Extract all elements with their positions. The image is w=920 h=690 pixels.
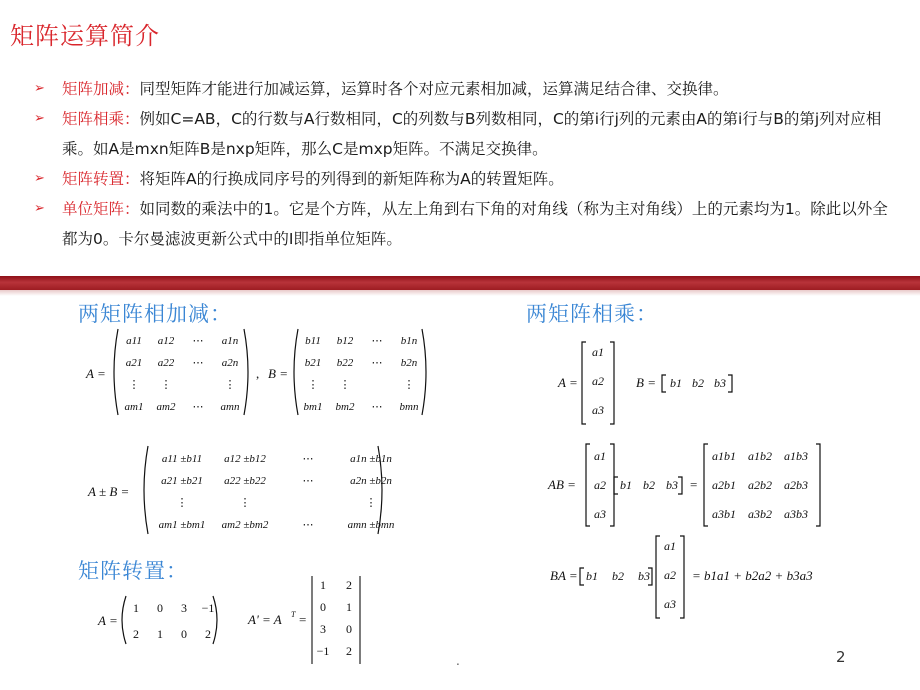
matrix-entry: bmn [399,401,419,413]
vector-entry: a2 [664,568,676,582]
matrix-entry: a22 ±b22 [224,475,266,487]
matrix-entry: 0 [320,600,326,614]
formula-label: A = [98,613,118,628]
matrix-entry: a3b3 [784,507,808,521]
matrix-bracket [422,329,426,415]
matrix-entry: ⋮ [160,379,172,391]
bullet-text: 如同数的乘法中的1。它是个方阵，从左上角到右下角的对角线（称为主对角线）上的元素均为1。除此以外全都为0。卡尔曼滤波更新公式中的I即指单位矩阵。 [62,200,888,248]
section-title-multiply: 两矩阵相乘： [526,302,658,326]
matrix-entry: am2 [156,401,176,413]
matrix-entry: am1 ±bm1 [158,519,206,531]
bullet-identity-matrix [34,194,894,254]
vector-entry: a2 [592,374,604,388]
formula-label: A' = A [248,612,282,627]
bullet-label: 矩阵相乘： [62,110,140,128]
matrix-entry: ⋯ [371,401,383,413]
matrix-entry: a2b2 [748,478,772,492]
vector-entry: b3 [638,569,650,583]
matrix-bracket [122,596,126,644]
matrix-entry: ⋯ [192,401,204,413]
vector-entry: b3 [714,376,726,390]
matrix-entry: a3b1 [712,507,736,521]
matrix-entry: b2n [400,357,418,369]
arrow-bullet-icon: ➢ [34,171,45,186]
matrix-bracket [114,329,118,415]
matrix-bracket [728,375,732,392]
matrix-bracket [586,444,590,526]
bullet-matrix-transpose [34,164,894,194]
arrow-bullet-icon: ➢ [34,81,45,96]
matrix-b [304,335,419,413]
bullet-text: 将矩阵A的行换成同序号的列得到的新矩阵称为A的转置矩阵。 [139,170,564,188]
matrix-entry: 2 [205,627,211,641]
matrix-bracket [582,342,586,424]
matrix-entry: ⋮ [128,379,140,391]
vector-entry: a2 [594,478,606,492]
divider-band [0,276,920,290]
matrix-entry: a1n ±b1n [350,453,392,465]
footer-dot: . [456,654,460,668]
matrix-entry: ⋮ [224,379,236,391]
matrix-entry: a1n [221,335,239,347]
matrix-bracket [704,444,708,526]
matrix-ab-result [712,449,808,521]
matrix-bracket [680,536,684,618]
matrix-entry: 0 [181,627,187,641]
matrix-bracket [678,477,682,494]
row-vector-b [670,376,726,390]
formula-label: AB = [548,477,576,492]
matrix-entry: a21 [125,357,143,369]
matrix-entry: 0 [157,601,163,615]
formula-label: B = [268,366,288,381]
multiply-definition [556,338,756,428]
matrix-entry: ⋯ [192,335,204,347]
vector-entry: b3 [666,478,678,492]
matrix-entry: ⋮ [339,379,351,391]
bullet-matrix-multiply [34,104,894,164]
matrix-a-b-definition [80,322,440,422]
formula-label: A ± B = [88,484,130,499]
matrix-entry: ⋯ [371,357,383,369]
section-title-add: 两矩阵相加减： [78,302,232,326]
matrix-entry: 3 [181,601,187,615]
matrix-entry: 1 [320,578,326,592]
matrix-entry: ⋮ [307,379,319,391]
matrix-entry: ⋯ [302,519,314,531]
vector-entry: a3 [664,597,676,611]
matrix-sum-formula [86,440,396,540]
matrix-entry: 2 [133,627,139,641]
matrix-entry: −1 [316,644,330,658]
formula-label: B = [636,375,656,390]
divider-shadow [0,290,920,296]
matrix-entry: a1b1 [712,449,736,463]
matrix-entry: 1 [157,627,163,641]
matrix-entry: a2b1 [712,478,736,492]
matrix-entry: 3 [320,622,326,636]
matrix-entry: am2 ±bm2 [221,519,269,531]
matrix-entry: ⋮ [176,497,188,509]
vector-entry: a1 [664,539,676,553]
vector-entry: a1 [594,449,606,463]
page-number: 2 [836,648,846,666]
matrix-entry: amn ±bmn [347,519,395,531]
formula-equals: = [299,612,307,627]
vector-entry: b1 [620,478,632,492]
matrix-entry: b1n [400,335,418,347]
matrix-entry: a2n ±b2n [350,475,392,487]
vector-entry: b1 [670,376,682,390]
column-vector-a [592,345,604,417]
matrix-entry: 1 [346,600,352,614]
matrix-entry: 2 [346,644,352,658]
matrix-entry: a3b2 [748,507,772,521]
matrix-at-values [317,578,352,658]
formula-equals: = [690,477,698,492]
matrix-entry: ⋯ [302,475,314,487]
bullet-text: 例如C=AB，C的行数与A行数相同，C的列数与B列数相同，C的第i行j列的元素由A的第i行与B的第j列对应相乘。如A是mxn矩阵B是nxp矩阵，那么C是mxp矩阵。不满足交换律。 [62,110,882,158]
matrix-entry: ⋯ [192,357,204,369]
formula-label: A = [558,375,578,390]
arrow-bullet-icon: ➢ [34,201,45,216]
matrix-a-plus-minus-b [159,453,395,531]
vector-entry: a3 [592,403,604,417]
matrix-entry: bm2 [335,401,355,413]
bullet-list [34,74,894,254]
row-vector-b [586,569,650,583]
formula-label: A = [86,366,106,381]
formula-separator: , [256,366,260,381]
matrix-entry: b21 [304,357,322,369]
bullet-matrix-add [34,74,894,104]
matrix-bracket [610,342,614,424]
matrix-entry: a2n [221,357,239,369]
matrix-entry: b11 [305,335,321,347]
matrix-entry: a22 [157,357,175,369]
matrix-entry: −1 [201,601,215,615]
column-vector-a [664,539,676,611]
matrix-bracket [144,446,148,534]
formula-label: BA = [550,568,578,583]
matrix-bracket [614,477,618,494]
row-vector-b [620,478,678,492]
matrix-bracket [244,329,248,415]
matrix-entry: am1 [124,401,144,413]
matrix-bracket [816,444,820,526]
matrix-entry: a1b3 [784,449,808,463]
transpose-matrix-at [246,572,376,672]
arrow-bullet-icon: ➢ [34,111,45,126]
vector-entry: a3 [594,507,606,521]
matrix-a-values [133,601,214,641]
ba-result: = b1a1 + b2a2 + b3a3 [692,568,813,583]
matrix-entry: a11 [126,335,142,347]
bullet-label: 矩阵加减： [62,80,140,98]
product-ab-formula [546,440,836,532]
matrix-entry: a12 ±b12 [224,453,266,465]
matrix-entry: 1 [133,601,139,615]
matrix-entry: ⋮ [403,379,415,391]
matrix-entry: a11 ±b11 [161,453,203,465]
matrix-entry: a21 ±b21 [161,475,203,487]
bullet-label: 单位矩阵： [62,200,140,218]
matrix-entry: b12 [336,335,354,347]
matrix-entry: bm1 [303,401,323,413]
vector-entry: a1 [592,345,604,359]
matrix-entry: ⋯ [371,335,383,347]
vector-entry: b2 [692,376,704,390]
matrix-entry: ⋯ [302,453,314,465]
vector-entry: b1 [586,569,598,583]
matrix-a [125,335,240,413]
matrix-entry: a12 [157,335,175,347]
matrix-entry: b22 [336,357,354,369]
vector-entry: b2 [643,478,655,492]
matrix-bracket [662,375,666,392]
matrix-entry: amn [220,401,240,413]
matrix-bracket [294,329,298,415]
matrix-entry: ⋮ [239,497,251,509]
matrix-entry: a2b3 [784,478,808,492]
transpose-matrix-a [96,590,226,650]
bullet-text: 同型矩阵才能进行加减运算，运算时各个对应元素相加减，运算满足结合律、交换律。 [139,80,729,98]
matrix-bracket [580,568,584,585]
matrix-entry: ⋮ [365,497,377,509]
matrix-entry: 0 [346,622,352,636]
formula-superscript: T [291,610,296,619]
column-vector-a [594,449,606,521]
matrix-entry: 2 [346,578,352,592]
matrix-entry: a1b2 [748,449,772,463]
vector-entry: b2 [612,569,624,583]
section-title-transpose: 矩阵转置： [78,559,188,583]
bullet-label: 矩阵转置： [62,170,140,188]
matrix-bracket [656,536,660,618]
product-ba-formula [548,534,838,620]
slide-title: 矩阵运算简介 [10,22,160,50]
